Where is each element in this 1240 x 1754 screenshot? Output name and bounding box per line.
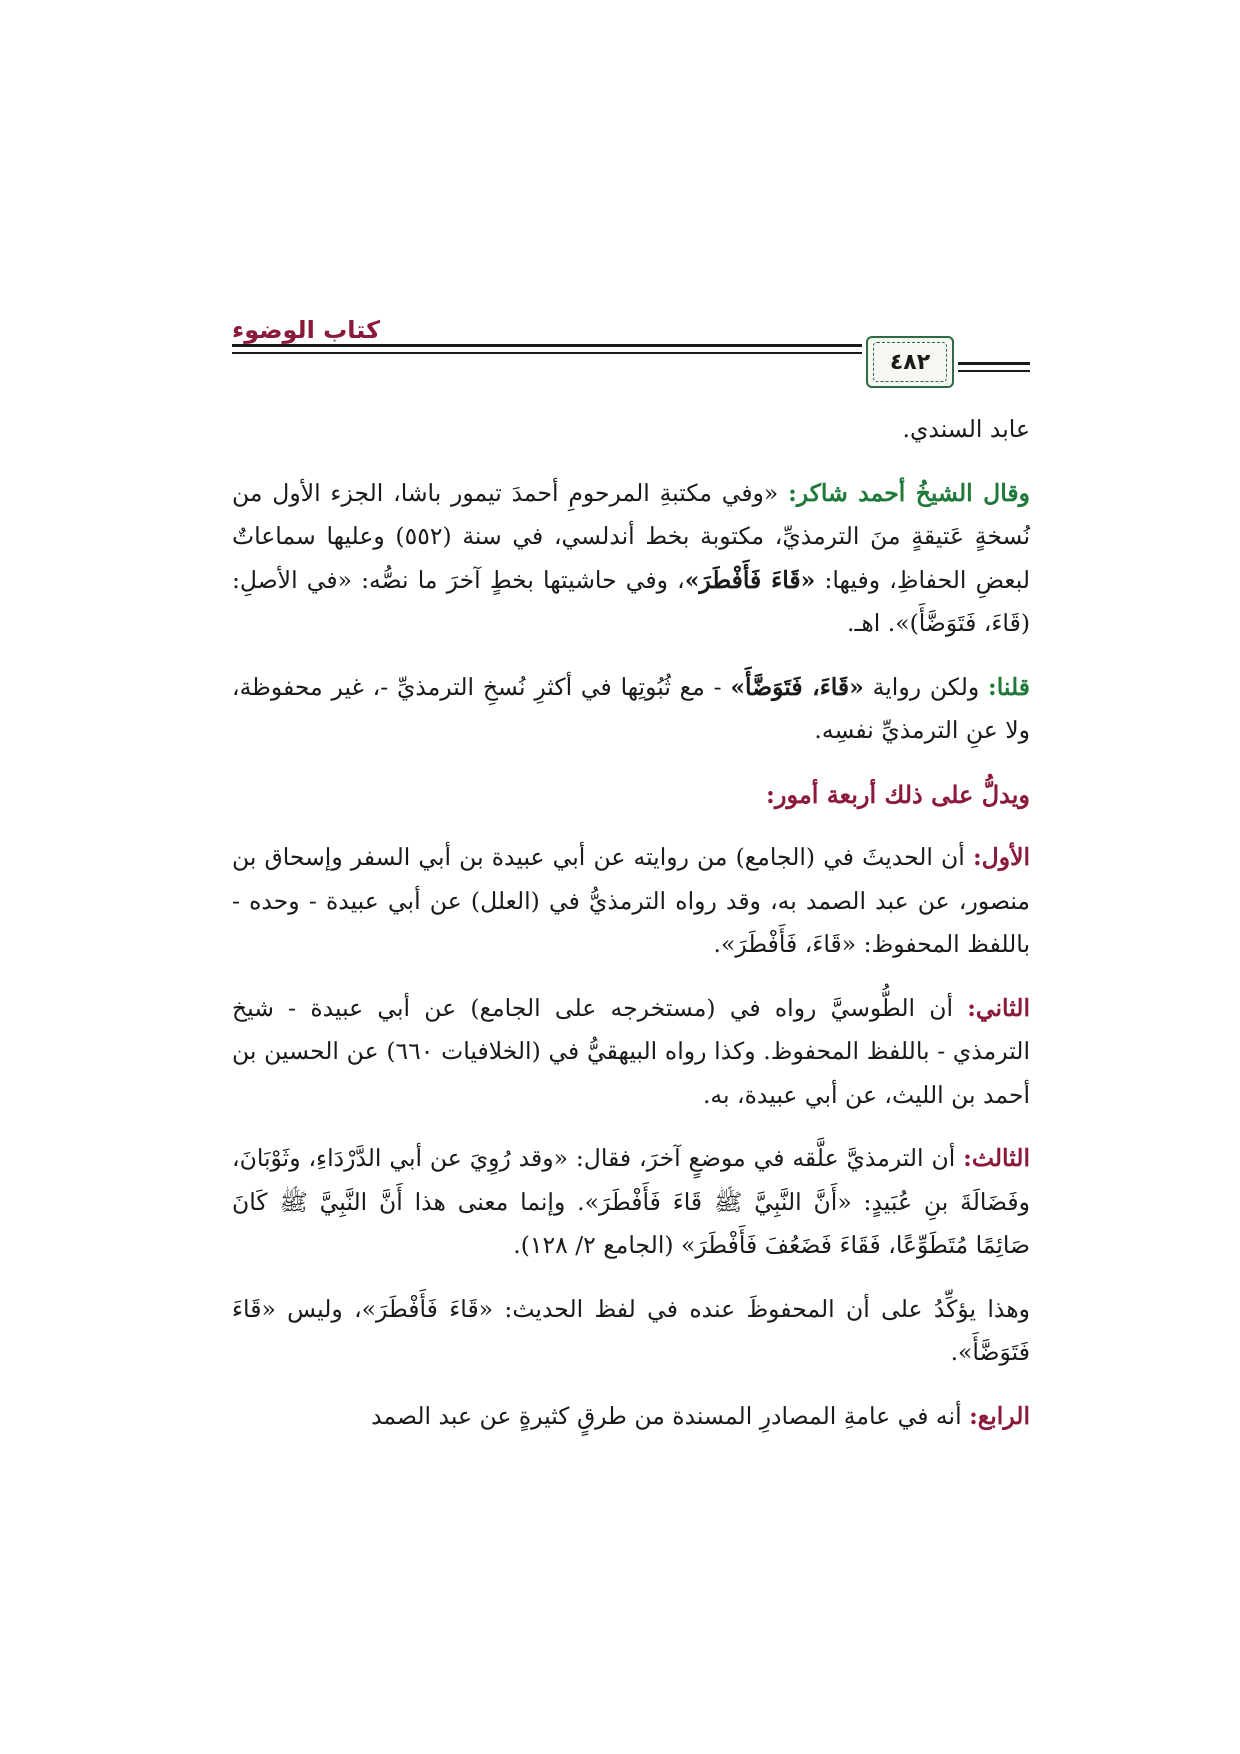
paragraph-3-label: الأول: xyxy=(972,843,1030,871)
paragraph-7-label: الرابع: xyxy=(969,1401,1030,1430)
paragraph-0: عابد السندي. xyxy=(902,415,1030,443)
paragraph-2-label: قلنا: xyxy=(988,672,1030,701)
paragraph-4-text: أن الطُّوسيَّ رواه في (مستخرجه على الجامع) عن أبي عبيدة - شيخ الترمذي - باللفظ المحفوظ. وكذا رواه البيهقيُّ في (الخلافيات ٦٦٠) عن الحسين بن أحمد بن الليث، عن أبي عبيدة، به. xyxy=(232,993,1030,1109)
paragraph-6: وهذا يؤكِّدُ على أن المحفوظَ عنده في لفظ الحديث: «قَاءَ فَأَفْطَرَ»، وليس «قَاءَ فَتَوَضَّأَ». xyxy=(232,1294,1030,1366)
section-heading: ويدلُّ على ذلك أربعة أمور: xyxy=(766,779,1030,809)
paragraph-5 xyxy=(232,1137,1030,1268)
paragraph-7 xyxy=(232,1395,1030,1439)
paragraph-1-text-b: ، وفي حاشيتها بخطٍ آخرَ ما نصُّه: «في الأصلِ: (قَاءَ، فَتَوَضَّأَ)». اهـ. xyxy=(232,565,1030,637)
page-number-frame xyxy=(866,336,954,388)
paragraph-2-quote: «قَاءَ، فَتَوَضَّأَ» xyxy=(730,672,864,701)
paragraph-5-label: الثالث: xyxy=(963,1144,1030,1172)
paragraph-2-text-a: ولكن رواية xyxy=(863,672,989,701)
paragraph-1-text-a: «وفي مكتبةِ المرحومِ أحمدَ تيمور باشا، الجزء الأول من نُسخةٍ عَتيقةٍ منَ الترمذيِّ، مكتوبة بخط أندلسي، في سنة (٥٥٢) وعليها سماعاتٌ لبعضِ الحفاظِ، وفيها: xyxy=(232,478,1030,594)
paragraph-1-quote: «قَاءَ فَأَفْطَرَ» xyxy=(684,565,816,594)
paragraph-5-text: أن الترمذيَّ علَّقه في موضعٍ آخرَ، فقال: «وقد رُوِيَ عن أبي الدَّرْدَاءِ، وثَوْبَانَ، وفَضَالَةَ بنِ عُبَيدٍ: «أَنَّ النَّبِيَّ ﷺ قَاءَ فَأَفْطَرَ». وإنما معنى هذا أَنَّ النَّبِيَّ ﷺ كَانَ صَائِمًا مُتَطَوِّعًا، فَقَاءَ فَضَعُفَ فَأَفْطَرَ» (الجامع ٢/ ١٢٨). xyxy=(232,1144,1030,1259)
header-rule-left xyxy=(232,344,862,347)
paragraph-2-text-b: - مع ثُبُوتِها في أكثرِ نُسخِ الترمذيِّ -، غير محفوظة، ولا عنِ الترمذيِّ نفسِه. xyxy=(232,672,1030,744)
paragraph-2 xyxy=(232,666,1030,753)
header-rule-left-2 xyxy=(232,352,862,354)
header-rule-right xyxy=(958,362,1030,365)
paragraph-4 xyxy=(232,987,1030,1118)
paragraph-1-label: وقال الشيخُ أحمد شاكر: xyxy=(788,478,1030,507)
book-title: كتاب الوضوء xyxy=(232,316,381,344)
paragraph-3-text: أن الحديثَ في (الجامع) من روايته عن أبي عبيدة بن أبي السفر وإسحاق بن منصور، عن عبد الصمد به، وقد رواه الترمذيُّ في (العلل) عن أبي عبيدة - وحده - باللفظ المحفوظ: «قَاءَ، فَأَفْطَرَ». xyxy=(232,843,1030,958)
paragraph-1 xyxy=(232,472,1030,646)
paragraph-4-label: الثاني: xyxy=(967,993,1030,1022)
paragraph-7-text: أنه في عامةِ المصادرِ المسندة من طرقٍ كثيرةٍ عن عبد الصمد xyxy=(371,1401,970,1430)
page-body xyxy=(232,408,1030,1458)
header-rule-right-2 xyxy=(958,370,1030,372)
paragraph-3 xyxy=(232,836,1030,967)
page-number: ٤٨٢ xyxy=(873,342,947,382)
